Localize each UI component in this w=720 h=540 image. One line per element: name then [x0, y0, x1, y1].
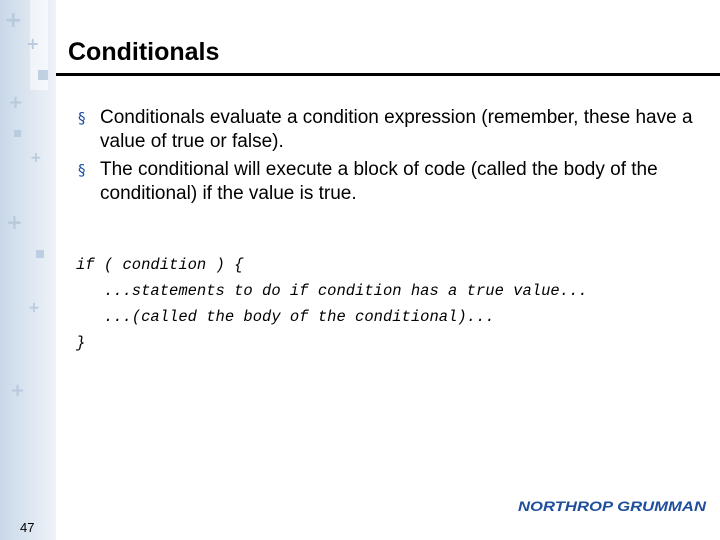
code-block [76, 252, 588, 356]
plus-icon: + [26, 34, 40, 53]
plus-icon: + [4, 8, 23, 33]
plus-icon: + [10, 380, 26, 401]
code-line: ...statements to do if condition has a true value... [76, 282, 588, 300]
bullet-list [78, 106, 698, 210]
slide-title: Conditionals [68, 38, 220, 66]
code-line: if ( condition ) { [76, 256, 244, 274]
bullet-text: The conditional will execute a block of code (called the body of the conditional) if the value is true. [100, 159, 658, 204]
plus-icon: + [8, 92, 24, 113]
bullet-icon: § [78, 161, 86, 179]
square-icon [38, 70, 48, 80]
square-icon [14, 130, 21, 137]
code-line: ...(called the body of the conditional)... [76, 308, 495, 326]
logo-text: NORTHROP GRUMMAN [518, 498, 708, 514]
bullet-item [78, 158, 698, 206]
page-number: 47 [20, 520, 35, 535]
title-underline [56, 73, 720, 76]
bullet-text: Conditionals evaluate a condition expression (remember, these have a value of true or false). [100, 107, 693, 152]
square-icon [36, 250, 44, 258]
code-line: } [76, 334, 86, 352]
plus-icon: + [28, 300, 40, 316]
bullet-icon: § [78, 109, 86, 127]
northrop-grumman-logo-icon [516, 498, 708, 514]
plus-icon: + [6, 210, 23, 234]
plus-icon: + [30, 150, 42, 166]
bullet-item [78, 106, 698, 154]
decorative-sidebar [0, 0, 56, 540]
